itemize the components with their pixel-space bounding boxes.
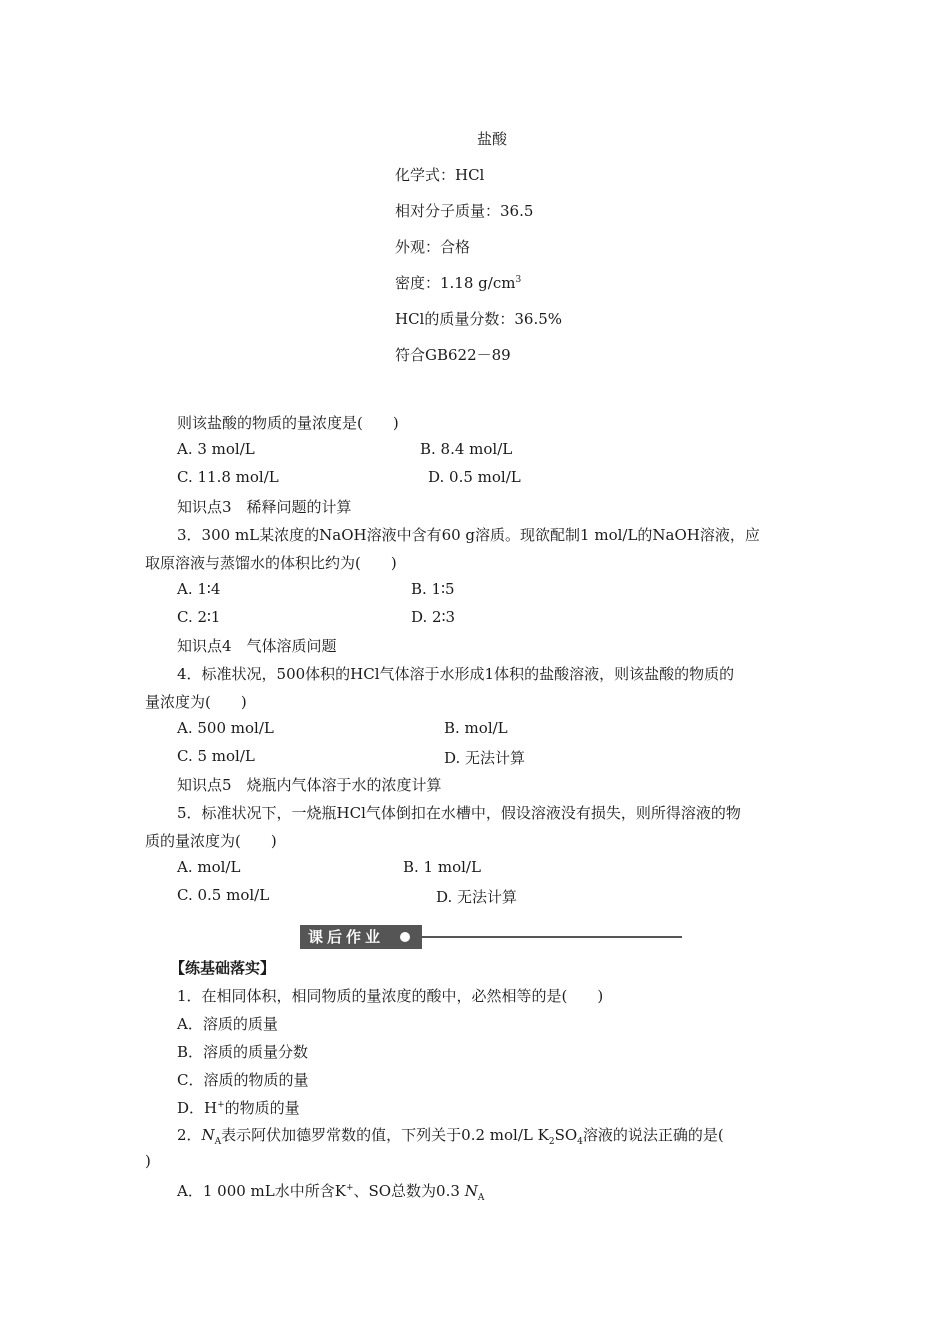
q3-stem-line2: 取原溶液与蒸馏水的体积比约为( ): [145, 554, 397, 572]
q-label-option-b: B. 8.4 mol/L: [420, 440, 513, 458]
q4-option-a: A. 500 mol/L: [177, 719, 274, 737]
q3-option-b: B. 1∶5: [411, 580, 455, 598]
label-formula: 化学式：HCl: [395, 166, 485, 184]
section-title: 【练基础落实】: [170, 959, 276, 977]
hw1-option-c: C．溶质的物质的量: [177, 1071, 309, 1089]
q3-option-c: C. 2∶1: [177, 608, 221, 626]
q3-option-a: A. 1∶4: [177, 580, 221, 598]
homework-banner: [300, 925, 682, 951]
q4-option-c: C. 5 mol/L: [177, 747, 255, 765]
knowledge-point-4: 知识点4 气体溶质问题: [177, 637, 337, 655]
q5-option-a: A. mol/L: [177, 858, 241, 876]
hw1-option-a: A．溶质的质量: [177, 1015, 278, 1033]
q-label-option-c: C. 11.8 mol/L: [177, 468, 279, 486]
hw2-stem-line2: ): [145, 1152, 151, 1170]
q-label-stem: 则该盐酸的物质的量浓度是( ): [177, 414, 399, 432]
q5-option-b: B. 1 mol/L: [403, 858, 481, 876]
q-label-option-a: A. 3 mol/L: [177, 440, 255, 458]
homework-banner-label: 课后作业: [300, 925, 422, 949]
hw1-stem: 1．在相同体积，相同物质的量浓度的酸中，必然相等的是( ): [177, 987, 604, 1005]
q-label-option-d: D. 0.5 mol/L: [428, 468, 521, 486]
label-appearance: 外观：合格: [395, 238, 471, 256]
hw2-stem-line1: 2．$N_A$表示阿伏加德罗常数的值，下列关于0.2 mol/L $K_2SO_4$溶液的说法正确的是(: [177, 1126, 724, 1147]
banner-divider: [422, 936, 682, 938]
q3-stem-line1: 3．300 mL某浓度的NaOH溶液中含有60 g溶质。现欲配制1 mol/L的NaOH溶液，应: [177, 526, 760, 544]
knowledge-point-3: 知识点3 稀释问题的计算: [177, 498, 352, 516]
q3-option-d: D. 2∶3: [411, 608, 456, 626]
label-mass-fraction: HCl的质量分数：36.5%: [395, 310, 563, 328]
q5-stem-line2: 质的量浓度为( ): [145, 832, 277, 850]
q4-stem-line1: 4．标准状况，500体积的HCl气体溶于水形成1体积的盐酸溶液，则该盐酸的物质的: [177, 665, 735, 683]
q5-option-d: D. 无法计算: [436, 888, 518, 906]
knowledge-point-5: 知识点5 烧瓶内气体溶于水的浓度计算: [177, 776, 442, 794]
hw1-option-b: B．溶质的质量分数: [177, 1043, 309, 1061]
label-molar-mass: 相对分子质量：36.5: [395, 202, 534, 220]
q5-option-c: C. 0.5 mol/L: [177, 886, 270, 904]
hw2-option-a: A．1 000 mL水中所含K+、SO总数为0.3 $N_A$: [177, 1182, 485, 1203]
bullet-dot-icon: [400, 932, 410, 942]
q4-stem-line2: 量浓度为( ): [145, 693, 247, 711]
label-title: 盐酸: [477, 130, 508, 148]
q4-option-b: B. mol/L: [444, 719, 508, 737]
q4-option-d: D. 无法计算: [444, 749, 526, 767]
q5-stem-line1: 5．标准状况下，一烧瓶HCl气体倒扣在水槽中，假设溶液没有损失，则所得溶液的物: [177, 804, 741, 822]
hw1-option-d: D．H+的物质的量: [177, 1099, 300, 1117]
label-standard: 符合GB622－89: [395, 346, 511, 364]
label-density: 密度：1.18 $g/cm^3$: [395, 274, 522, 292]
